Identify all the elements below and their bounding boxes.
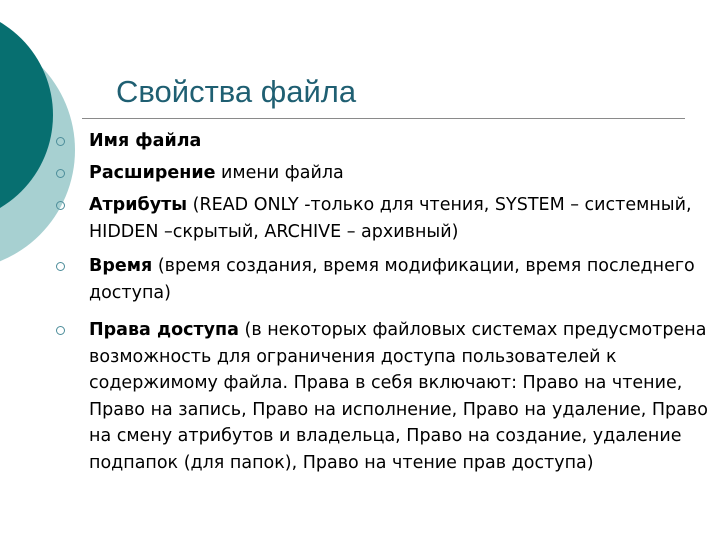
- bullet-term: Имя файла: [89, 131, 202, 151]
- bullet-term: Расширение: [89, 162, 216, 183]
- bullet-time: [56, 253, 718, 306]
- bullet-term: Время: [89, 256, 153, 276]
- hollow-circle-bullet-icon: [56, 201, 65, 210]
- bullet-term: Права доступа: [89, 320, 239, 340]
- bullet-attributes: [56, 192, 718, 245]
- bullet-term: Атрибуты: [89, 195, 188, 215]
- title-divider: [82, 118, 685, 119]
- bullet-extension: [56, 160, 718, 187]
- hollow-circle-bullet-icon: [56, 262, 65, 271]
- bullet-text: (READ ONLY -только для чтения, SYSTEM – системный, HIDDEN –скрытый, ARCHIVE – архивный): [89, 195, 692, 242]
- bullet-text: (в некоторых файловых системах предусмотрена возможность для ограничения доступа пользователей к содержимому файла. Права в себя включают: Право на чтение, Право на запись, Право на исполнение, Право на удаление, Право на смену атрибутов и владельца, Право на создание, удаление подпапок (для папок), Право на чтение прав доступа): [89, 320, 708, 473]
- bullet-file-name: [56, 128, 718, 155]
- hollow-circle-bullet-icon: [56, 326, 65, 335]
- bullet-text: имени файла: [215, 162, 344, 183]
- bullet-text: (время создания, время модификации, время последнего доступа): [89, 256, 695, 303]
- slide-title: Свойства файла: [116, 74, 357, 109]
- bullet-access-rights: [56, 317, 718, 476]
- hollow-circle-bullet-icon: [56, 137, 65, 146]
- bullet-list: [56, 128, 718, 483]
- hollow-circle-bullet-icon: [56, 169, 65, 178]
